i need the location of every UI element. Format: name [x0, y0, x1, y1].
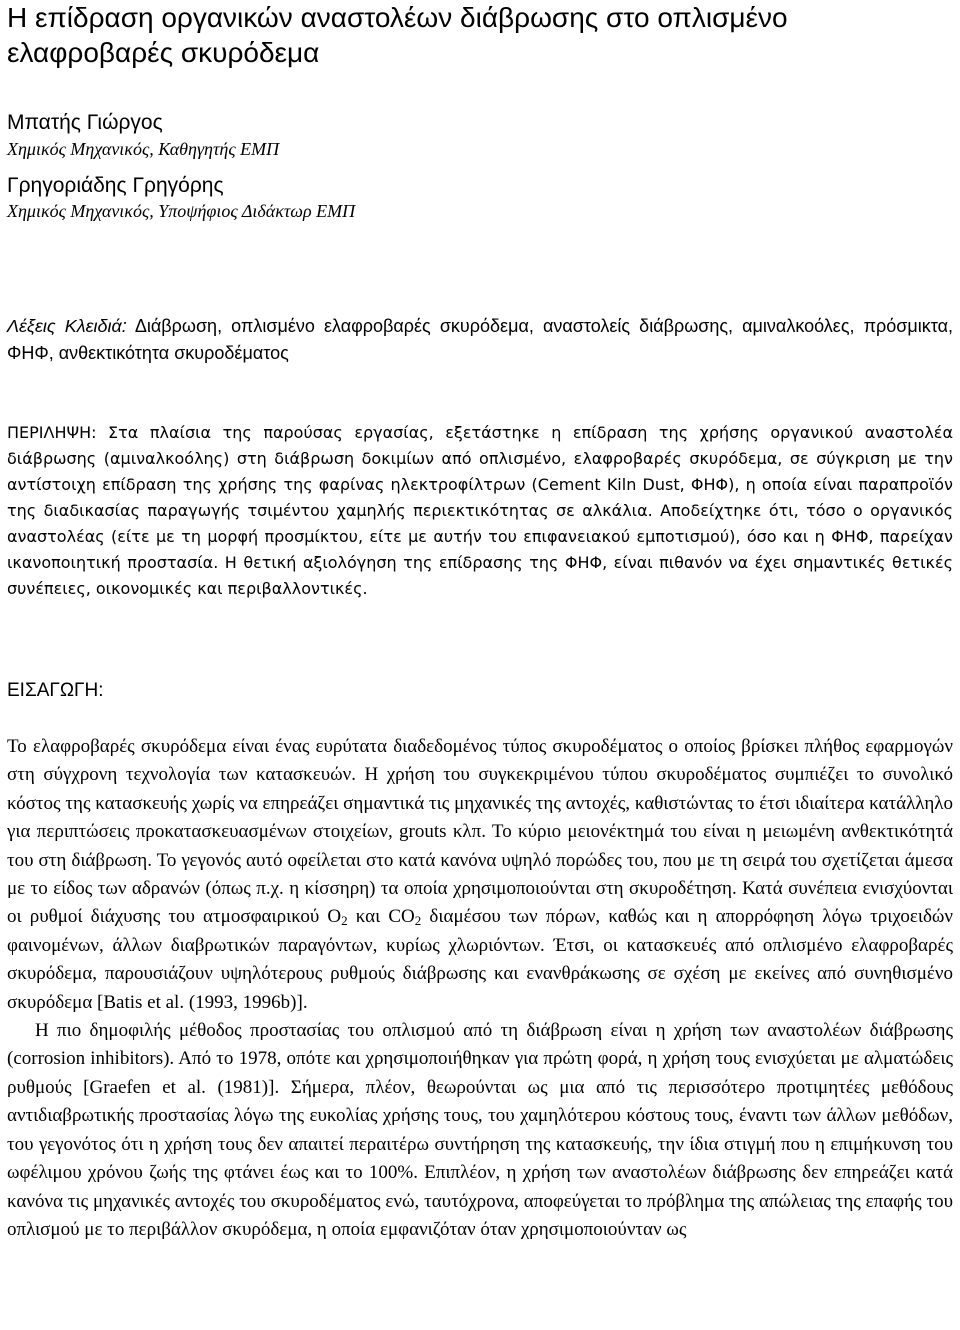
introduction-body: [7, 733, 953, 1244]
author-1-name: Μπατής Γιώργος: [7, 111, 163, 134]
o2-subscript: 2: [341, 913, 348, 929]
paragraph-1: Το ελαφροβαρές σκυρόδεμα είναι ένας ευρύτατα διαδεδομένος τύπος σκυροδέματος ο οποίος βρίσκει πλήθος εφαρμογών στη σύγχρονη τεχνολογία των κατασκευών. Η χρήση του συγκεκριμένου τύπου σκυροδέματος συμπιέζει το συνολικό κόστος της κατασκευής χωρίς να επηρεάζει σημαντικά τις μηχανικές της αντοχές, καθιστώντας το έτσι ιδιαίτερα κατάλληλο για περιπτώσεις προκατασκευασμένων στοιχείων, grouts κλπ. Το κύριο μειονέκτημά του είναι η μειωμένη ανθεκτικότητά του στη διάβρωση. Το γεγονός αυτό οφείλεται στο κατά κανόνα υψηλό πορώδες του, που με τη σειρά του σχετίζεται άμεσα με το είδος των αδρανών (όπως π.χ. η κίσσηρη) τα οποία χρησιμοποιούνται στη σκυροδέτηση. Κατά συνέπεια ενισχύονται οι ρυθμοί διάχυσης του ατμοσφαιρικού $O_2$ και $CO_2$ διαμέσου των πόρων, καθώς και η απορρόφηση λόγω τριχοειδών φαινομένων, άλλων διαβρωτικών παραγόντων, κυρίως χλωριόντων. Έτσι, οι κατασκευές από οπλισμένο ελαφροβαρές σκυρόδεμα, παρουσιάζουν υψηλότερους ρυθμούς διάβρωσης και ενανθράκωσης σε σχέση με εκείνες από συνηθισμένο σκυρόδεμα [Batis et al. (1993, 1996b)].: [7, 736, 953, 1013]
author-2-name: Γρηγοριάδης Γρηγόρης: [7, 174, 224, 197]
abstract: ΠΕΡΙΛΗΨΗ: Στα πλαίσια της παρούσας εργασίας, εξετάστηκε η επίδραση της χρήσης οργανικού αναστολέα διάβρωσης (αμιναλκοόλης) στη διάβρωση δοκιμίων από οπλισμένο, ελαφροβαρές σκυρόδεμα, σε σύγκριση με την αντίστοιχη επίδραση της χρήσης της φαρίνας ηλεκτροφίλτρων (Cement Kiln Dust, ΦΗΦ), η οποία είναι παραπροϊόν της διαδικασίας παραγωγής τσιμέντου χαμηλής περιεκτικότητας σε αλκάλια. Αποδείχτηκε ότι, τόσο ο οργανικός αναστολέας (είτε με τη μορφή προσμίκτου, είτε με αυτήν του επιφανειακού εμποτισμού), όσο και η ΦΗΦ, παρείχαν ικανοποιητική προστασία. Η θετική αξιολόγηση της επίδρασης της ΦΗΦ, είναι πιθανόν να έχει σημαντικές θετικές συνέπειες, οικονομικές και περιβαλλοντικές.: [7, 423, 953, 598]
paragraph-2: Η πιο δημοφιλής μέθοδος προστασίας του οπλισμού από τη διάβρωση είναι η χρήση των αναστολέων διάβρωσης (corrosion inhibitors). Από το 1978, οπότε και χρησιμοποιήθηκαν για πρώτη φορά, η χρήση τους ενισχύεται με αλματώδεις ρυθμούς [Graefen et al. (1981)]. Σήμερα, πλέον, θεωρούνται ως μια από τις περισσότερο προτιμητέες μεθόδους αντιδιαβρωτικής προστασίας λόγω της ευκολίας χρήσης τους, του χαμηλότερου κόστους τους, έναντι των άλλων μεθόδων, του γεγονότος ότι η χρήση τους δεν απαιτεί περαιτέρω συντήρηση της κατασκευής, την ίδια στιγμή που η επιμήκυνση του ωφέλιμου χρόνου ζωής της φτάνει έως και το 100%. Επιπλέον, η χρήση των αναστολέων διάβρωσης δεν επηρεάζει κατά κανόνα τις μηχανικές αντοχές του σκυροδέματος ενώ, ταυτόχρονα, αποφεύγεται το πρόβλημα της απώλειας της επαφής του οπλισμού με το περιβάλλον σκυρόδεμα, η οποία εμφανιζόταν όταν χρησιμοποιούνταν ως: [7, 1020, 953, 1240]
keywords-text: Διάβρωση, οπλισμένο ελαφροβαρές σκυρόδεμα, αναστολείς διάβρωσης, αμιναλκοόλες, πρόσμικτα, ΦΗΦ, ανθεκτικότητα σκυροδέματος: [7, 316, 953, 363]
author-1-affiliation: Χημικός Μηχανικός, Καθηγητής ΕΜΠ: [7, 139, 280, 159]
author-2-affiliation: Χημικός Μηχανικός, Υποψήφιος Διδάκτωρ ΕΜΠ: [7, 201, 356, 221]
introduction-heading: ΕΙΣΑΓΩΓΗ:: [7, 680, 104, 701]
co2-subscript: 2: [414, 913, 422, 929]
paper-title: Η επίδραση οργανικών αναστολέων διάβρωσης στο οπλισμένο ελαφροβαρές σκυρόδεμα: [7, 2, 788, 68]
keywords-label: Λέξεις Κλειδιά:: [7, 316, 127, 336]
keywords-section: [7, 313, 953, 367]
